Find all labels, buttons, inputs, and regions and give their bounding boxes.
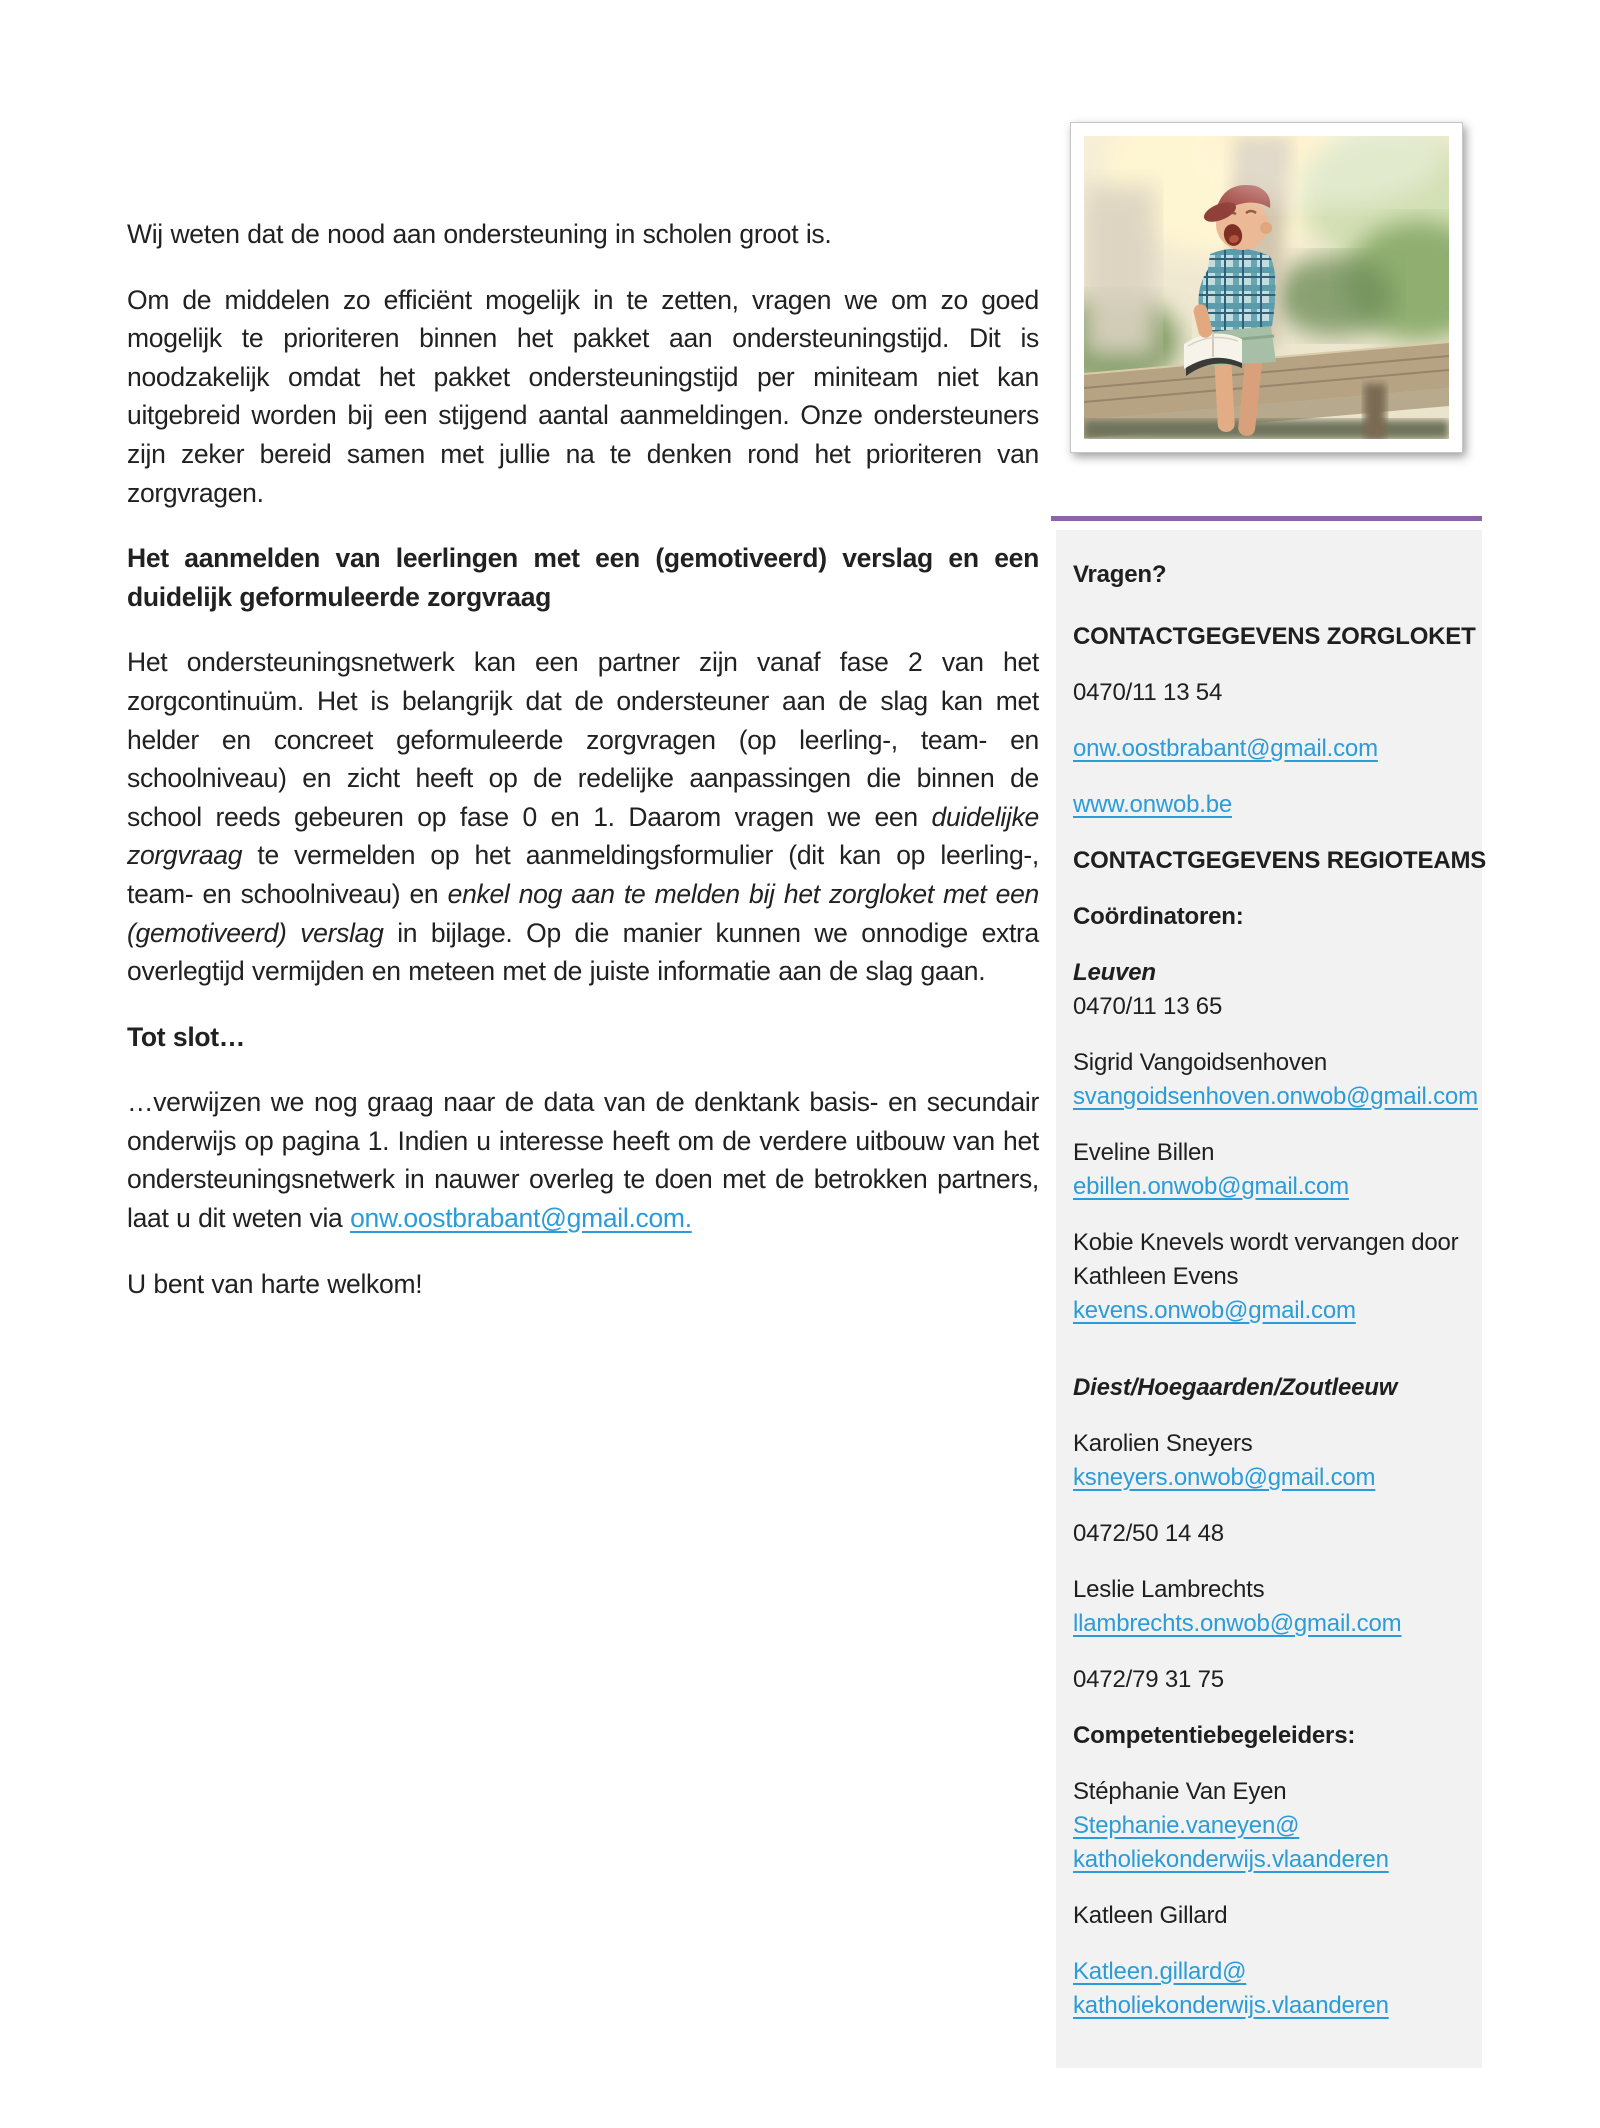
email-link-oostbrabant[interactable]: onw.oostbrabant@gmail.com.	[350, 1203, 692, 1234]
child-photo-illustration	[1084, 136, 1449, 439]
contact-name: Karolien Sneyers	[1073, 1430, 1253, 1457]
contact-leslie	[1073, 1573, 1468, 1641]
paragraph-zorgvraag-italic: enkel nog aan te melden bij het zorgloket met een (gemotiveerd) verslag	[127, 878, 1039, 948]
child-photo	[1070, 122, 1463, 453]
region-leuven-label: Leuven	[1073, 959, 1156, 986]
paragraph-slot	[127, 1083, 1039, 1237]
article-column	[127, 215, 1039, 1330]
paragraph-zorgvraag-italic: duidelijke zorgvraag	[127, 801, 1039, 871]
closing-line: U bent van harte welkom!	[127, 1268, 423, 1299]
paragraph-intro: Wij weten dat de nood aan ondersteuning in scholen groot is.	[127, 219, 832, 249]
section-heading-aanmelden: Het aanmelden van leerlingen met een (gemotiveerd) verslag en een duidelijk geformuleerde zorgvraag	[127, 543, 1039, 612]
website-link[interactable]: www.onwob.be	[1073, 791, 1233, 818]
contact-email-link[interactable]: ksneyers.onwob@gmail.com	[1073, 1464, 1376, 1491]
zorgloket-email-row	[1073, 732, 1468, 766]
contact-stephanie	[1073, 1775, 1468, 1877]
contact-leslie-phone: 0472/79 31 75	[1073, 1666, 1224, 1693]
paragraph-middelen: Om de middelen zo efficiënt mogelijk in te zetten, vragen we om zo goed mogelijk te prioriteren binnen het pakket aan ondersteuningstijd. Dit is noodzakelijk omdat het pakket ondersteuningstijd per miniteam niet kan uitgebreid worden bij een stijgend aantal aanmeldingen. Onze ondersteuners zijn zeker bereid samen met jullie na te denken rond het prioriteren van zorgvragen.	[127, 284, 1039, 508]
contact-karolien	[1073, 1427, 1468, 1495]
competentie-label: Competentiebegeleiders:	[1073, 1722, 1356, 1749]
email-line-2: katholiekonderwijs.vlaanderen	[1073, 1992, 1389, 2019]
zorgloket-email-link[interactable]: onw.oostbrabant@gmail.com	[1073, 735, 1378, 762]
sidebar-divider	[1051, 516, 1482, 521]
contact-name: Sigrid Vangoidsenhoven	[1073, 1049, 1328, 1076]
paragraph-slot-run: …verwijzen we nog graag naar de data van de denktank basis- en secundair onderwijs op pagina 1. Indien u interesse heeft om de verdere uitbouw van het ondersteuningsnetwerk in nauwer overleg te doen met de betrokken partners, laat u dit weten via	[127, 1087, 1039, 1234]
contact-email-link[interactable]: llambrechts.onwob@gmail.com	[1073, 1610, 1402, 1637]
region-leuven-phone: 0470/11 13 65	[1073, 993, 1223, 1020]
contact-sidebar	[1056, 530, 1487, 2068]
contact-sigrid	[1073, 1046, 1478, 1114]
contact-name: Leslie Lambrechts	[1073, 1576, 1265, 1603]
paragraph-zorgvraag-run: te vermelden op het aanmeldingsformulier (dit kan op leerling-, team- en schoolniveau) en	[127, 840, 1039, 909]
region-leuven-block	[1073, 956, 1468, 1024]
contact-eveline	[1073, 1136, 1468, 1204]
coordinatoren-label: Coördinatoren:	[1073, 903, 1244, 930]
contact-katleen-email-row	[1073, 1955, 1468, 2023]
paragraph-zorgvraag-run: Het ondersteuningsnetwerk kan een partner zijn vanaf fase 2 van het zorgcontinuüm. Het is belangrijk dat de ondersteuner aan de slag kan met helder en concreet geformuleerde zorgvragen (op leerling-, team- en schoolniveau) en zicht heeft op de redelijke aanpassingen die binnen de school reeds gebeuren op fase 0 en 1. Daarom vragen we een	[127, 647, 1039, 832]
contact-karolien-phone: 0472/50 14 48	[1073, 1520, 1224, 1547]
contact-email-link[interactable]	[1073, 1958, 1389, 2019]
zorgloket-heading: CONTACTGEGEVENS ZORGLOKET	[1073, 623, 1476, 650]
email-line-1: Katleen.gillard@	[1073, 1958, 1247, 1985]
contact-email-link[interactable]: ebillen.onwob@gmail.com	[1073, 1173, 1349, 1200]
region-diest-label: Diest/Hoegaarden/Zoutleeuw	[1073, 1374, 1398, 1401]
paragraph-zorgvraag-run: in bijlage. Op die manier kunnen we onnodige extra overlegtijd vermijden en meteen met de juiste informatie aan de slag gaan.	[127, 917, 1039, 987]
contact-name: Kobie Knevels wordt vervangen door Kathleen Evens	[1073, 1229, 1459, 1290]
paragraph-zorgvraag	[127, 643, 1039, 990]
contact-kobie	[1073, 1226, 1468, 1328]
email-line-2: katholiekonderwijs.vlaanderen	[1073, 1846, 1389, 1873]
regioteams-heading: CONTACTGEGEVENS REGIOTEAMS	[1073, 847, 1487, 874]
email-line-1: Stephanie.vaneyen@	[1073, 1812, 1300, 1839]
website-row	[1073, 788, 1468, 822]
contact-email-link[interactable]: svangoidsenhoven.onwob@gmail.com	[1073, 1083, 1478, 1110]
contact-name: Stéphanie Van Eyen	[1073, 1778, 1287, 1805]
contact-email-link[interactable]	[1073, 1812, 1389, 1873]
contact-name: Eveline Billen	[1073, 1139, 1215, 1166]
sidebar-title: Vragen?	[1073, 561, 1167, 588]
contact-katleen-name: Katleen Gillard	[1073, 1902, 1228, 1929]
zorgloket-phone: 0470/11 13 54	[1073, 679, 1223, 706]
tot-slot-heading: Tot slot…	[127, 1021, 246, 1052]
contact-email-link[interactable]: kevens.onwob@gmail.com	[1073, 1297, 1356, 1324]
